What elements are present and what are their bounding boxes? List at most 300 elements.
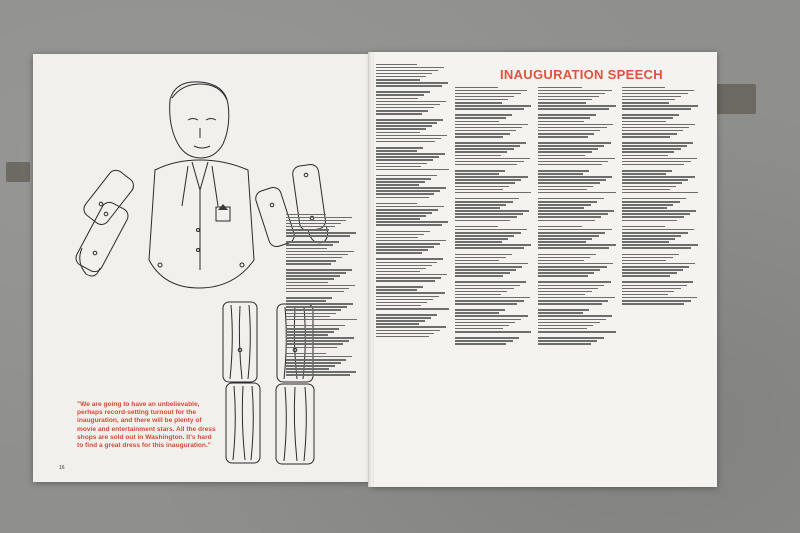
text-line: [286, 303, 353, 305]
text-line: [286, 288, 349, 290]
text-line: [455, 192, 531, 194]
page-number: 16: [59, 465, 65, 471]
text-line: [286, 350, 331, 352]
text-line: [455, 114, 512, 116]
text-line: [622, 90, 694, 92]
text-line: [376, 67, 444, 69]
text-line: [538, 167, 596, 169]
text-line: [286, 263, 331, 265]
text-line: [538, 170, 589, 172]
text-line: [286, 325, 345, 327]
text-line: [455, 173, 499, 175]
text-line: [376, 280, 435, 282]
text-line: [376, 277, 441, 279]
text-line: [286, 337, 354, 339]
text-line: [376, 113, 422, 115]
text-line: [455, 105, 531, 107]
text-line: [286, 235, 350, 237]
text-line: [376, 308, 449, 310]
text-line: [538, 303, 602, 305]
text-line: [455, 232, 521, 234]
text-line: [286, 322, 351, 324]
text-line: [286, 365, 335, 367]
text-line: [455, 260, 499, 262]
text-line: [622, 275, 670, 277]
text-line: [455, 257, 506, 259]
text-line: [622, 254, 679, 256]
text-line: [455, 226, 498, 228]
text-line: [455, 216, 517, 218]
text-line: [622, 108, 691, 110]
text-line: [538, 325, 593, 327]
text-line: [455, 213, 523, 215]
text-line: [376, 305, 421, 307]
text-line: [286, 368, 329, 370]
text-line: [538, 102, 586, 104]
text-line: [455, 278, 532, 280]
text-line: [622, 269, 683, 271]
text-line: [286, 272, 346, 274]
text-line: [376, 101, 446, 103]
text-line: [455, 291, 507, 293]
text-line: [538, 294, 585, 296]
text-line: [538, 204, 591, 206]
text-line: [455, 340, 513, 342]
text-line: [455, 247, 524, 249]
doll-head: [170, 82, 229, 158]
text-line: [538, 145, 604, 147]
text-line: [622, 136, 670, 138]
text-line: [538, 179, 606, 181]
text-line: [286, 294, 338, 296]
text-line: [455, 281, 526, 283]
text-line: [538, 210, 614, 212]
text-line: [538, 87, 582, 89]
text-line: [622, 235, 681, 237]
text-line: [455, 133, 510, 135]
text-line: [622, 186, 676, 188]
text-line: [376, 326, 446, 328]
text-line: [376, 252, 422, 254]
text-line: [376, 94, 424, 96]
text-line: [376, 110, 428, 112]
text-line: [376, 240, 446, 242]
text-line: [622, 247, 691, 249]
text-line: [455, 309, 505, 311]
text-line: [286, 217, 352, 219]
text-line: [538, 176, 612, 178]
text-line: [376, 163, 427, 165]
text-line: [622, 179, 688, 181]
text-line: [622, 158, 697, 160]
text-line: [622, 161, 691, 163]
text-line: [622, 195, 692, 197]
text-line: [376, 200, 423, 202]
text-line: [376, 187, 446, 189]
text-line: [538, 173, 583, 175]
text-line: [538, 226, 582, 228]
text-line: [376, 181, 425, 183]
text-line: [622, 182, 682, 184]
text-line: [376, 286, 423, 288]
text-line: [376, 227, 436, 229]
body-text-column: [622, 85, 700, 415]
text-line: [538, 148, 598, 150]
text-line: [286, 223, 341, 225]
text-line: [376, 175, 437, 177]
text-line: [538, 250, 603, 252]
text-line: [376, 98, 418, 100]
text-line: [455, 229, 527, 231]
text-line: [455, 294, 501, 296]
text-line: [622, 220, 677, 222]
text-line: [455, 161, 524, 163]
text-line: [538, 278, 617, 280]
text-line: [538, 281, 611, 283]
text-line: [538, 247, 609, 249]
text-line: [622, 250, 685, 252]
text-line: [376, 333, 434, 335]
text-line: [622, 300, 691, 302]
text-line: [376, 166, 421, 168]
text-line: [376, 231, 430, 233]
text-line: [455, 288, 514, 290]
text-line: [455, 325, 509, 327]
text-line: [538, 151, 592, 153]
text-line: [538, 266, 607, 268]
text-line: [376, 299, 433, 301]
text-line: [376, 193, 434, 195]
text-line: [538, 96, 599, 98]
text-line: [376, 91, 430, 93]
text-line: [455, 176, 528, 178]
text-line: [455, 130, 516, 132]
text-line: [622, 111, 685, 113]
text-line: [376, 271, 420, 273]
text-line: [286, 229, 329, 231]
text-line: [455, 254, 512, 256]
text-line: [538, 340, 597, 342]
text-line: [455, 343, 506, 345]
text-line: [538, 127, 607, 129]
text-line: [622, 192, 698, 194]
text-line: [622, 201, 680, 203]
text-line: [455, 322, 515, 324]
text-line: [622, 164, 684, 166]
text-line: [286, 359, 346, 361]
text-line: [455, 87, 498, 89]
text-line: [538, 331, 616, 333]
text-line: [538, 164, 602, 166]
text-line: [622, 260, 666, 262]
text-line: [455, 195, 525, 197]
text-line: [455, 108, 524, 110]
text-line: [286, 347, 337, 349]
text-line: [622, 241, 669, 243]
text-line: [286, 374, 350, 376]
text-line: [538, 257, 590, 259]
text-line: [622, 223, 671, 225]
text-line: [538, 235, 599, 237]
text-line: [376, 268, 426, 270]
text-line: [455, 244, 531, 246]
text-line: [455, 223, 504, 225]
text-line: [622, 121, 666, 123]
text-line: [286, 319, 357, 321]
text-line: [538, 142, 611, 144]
text-line: [376, 258, 443, 260]
text-line: [455, 263, 528, 265]
text-line: [286, 362, 341, 364]
text-line: [376, 246, 434, 248]
text-line: [622, 93, 688, 95]
text-line: [286, 251, 354, 253]
text-line: [538, 195, 610, 197]
body-text-column: [286, 212, 358, 464]
text-line: [538, 105, 616, 107]
text-line: [622, 145, 687, 147]
text-line: [538, 269, 600, 271]
text-line: [538, 99, 592, 101]
text-line: [538, 114, 596, 116]
text-line: [286, 356, 352, 358]
text-line: [455, 250, 518, 252]
text-line: [538, 241, 586, 243]
text-line: [622, 291, 674, 293]
text-line: [455, 164, 517, 166]
text-line: [286, 244, 333, 246]
text-line: [538, 124, 613, 126]
text-line: [622, 257, 673, 259]
text-line: [376, 296, 439, 298]
text-line: [455, 303, 517, 305]
text-line: [538, 90, 612, 92]
text-line: [455, 319, 521, 321]
text-line: [622, 96, 681, 98]
text-line: [376, 122, 437, 124]
text-line: [538, 223, 588, 225]
text-line: [622, 124, 695, 126]
text-line: [538, 272, 594, 274]
text-line: [376, 141, 435, 143]
text-line: [538, 121, 584, 123]
text-line: [455, 337, 519, 339]
text-line: [286, 309, 341, 311]
text-line: [376, 128, 426, 130]
text-line: [376, 132, 420, 134]
text-line: [538, 130, 600, 132]
text-line: [622, 266, 689, 268]
text-line: [286, 353, 326, 355]
text-line: [538, 309, 589, 311]
text-line: [538, 285, 604, 287]
text-line: [455, 312, 499, 314]
text-line: [376, 190, 440, 192]
text-line: [376, 125, 432, 127]
text-line: [455, 90, 527, 92]
text-line: [376, 150, 417, 152]
text-line: [455, 272, 510, 274]
doll-torso: [149, 160, 254, 288]
text-line: [622, 272, 677, 274]
text-line: [455, 182, 515, 184]
text-line: [376, 64, 417, 66]
text-line: [538, 213, 608, 215]
text-line: [538, 216, 601, 218]
text-line: [538, 229, 612, 231]
text-line: [622, 278, 699, 280]
text-line: [538, 158, 615, 160]
text-line: [286, 316, 330, 318]
text-line: [286, 285, 355, 287]
text-line: [286, 334, 328, 336]
text-line: [455, 235, 514, 237]
text-line: [286, 260, 336, 262]
text-line: [622, 133, 677, 135]
text-line: [455, 124, 528, 126]
text-line: [286, 214, 326, 216]
text-line: [538, 288, 598, 290]
text-line: [538, 133, 594, 135]
text-line: [376, 218, 420, 220]
text-line: [376, 135, 447, 137]
text-line: [376, 212, 432, 214]
text-line: [538, 291, 592, 293]
text-line: [538, 343, 591, 345]
text-line: [376, 215, 426, 217]
text-line: [622, 263, 695, 265]
text-line: [538, 297, 615, 299]
text-line: [455, 142, 526, 144]
text-line: [622, 297, 697, 299]
text-line: [538, 207, 584, 209]
text-line: [455, 155, 501, 157]
body-text-column: [455, 85, 533, 474]
doll-left-lower-arm: [73, 200, 131, 275]
text-line: [286, 300, 326, 302]
text-line: [538, 192, 616, 194]
text-line: [455, 328, 503, 330]
text-line: [622, 176, 695, 178]
text-line: [622, 189, 670, 191]
text-line: [538, 189, 587, 191]
text-line: [538, 334, 610, 336]
text-line: [376, 82, 448, 84]
text-line: [376, 314, 437, 316]
text-line: [455, 102, 502, 104]
text-line: [376, 76, 426, 78]
text-line: [622, 151, 674, 153]
text-line: [286, 278, 334, 280]
text-line: [286, 275, 340, 277]
text-line: [622, 207, 667, 209]
text-line: [376, 262, 437, 264]
text-line: [376, 172, 443, 174]
text-line: [455, 148, 514, 150]
text-line: [538, 186, 593, 188]
text-line: [538, 322, 600, 324]
text-line: [538, 260, 584, 262]
text-line: [622, 87, 665, 89]
text-line: [376, 234, 424, 236]
text-line: [455, 306, 511, 308]
text-line: [538, 306, 596, 308]
text-line: [622, 155, 668, 157]
text-line: [455, 207, 500, 209]
text-line: [622, 204, 673, 206]
text-line: [622, 139, 699, 141]
text-line: [376, 178, 431, 180]
text-line: [376, 119, 443, 121]
text-line: [455, 139, 532, 141]
text-line: [455, 111, 518, 113]
text-line: [376, 88, 436, 90]
text-line: [286, 238, 344, 240]
text-line: [376, 320, 425, 322]
text-line: [376, 323, 419, 325]
text-line: [622, 99, 675, 101]
text-line: [455, 99, 508, 101]
text-line: [455, 170, 505, 172]
text-line: [455, 300, 524, 302]
text-line: [455, 275, 503, 277]
text-line: [538, 238, 592, 240]
doll-leg-top-left: [223, 302, 257, 382]
text-line: [622, 303, 684, 305]
text-line: [286, 220, 346, 222]
text-line: [538, 319, 606, 321]
text-line: [286, 282, 328, 284]
text-line: [376, 85, 442, 87]
text-line: [622, 142, 693, 144]
text-line: [622, 229, 694, 231]
text-line: [622, 167, 678, 169]
text-line: [455, 210, 529, 212]
text-line: [538, 220, 595, 222]
text-line: [622, 244, 698, 246]
text-line: [455, 179, 521, 181]
text-line: [376, 107, 434, 109]
text-line: [622, 288, 681, 290]
text-line: [538, 117, 590, 119]
text-line: [455, 198, 519, 200]
text-line: [538, 201, 597, 203]
text-line: [622, 130, 683, 132]
text-line: [376, 302, 427, 304]
text-line: [376, 79, 420, 81]
text-line: [286, 340, 349, 342]
text-line: [622, 173, 666, 175]
text-line: [376, 274, 447, 276]
doll-leg-bottom-left: [226, 383, 260, 463]
text-line: [538, 108, 609, 110]
text-line: [538, 328, 587, 330]
text-line: [376, 147, 423, 149]
text-line: [455, 220, 510, 222]
text-line: [455, 269, 516, 271]
text-line: [538, 232, 605, 234]
text-line: [455, 167, 511, 169]
text-line: [538, 161, 608, 163]
text-line: [376, 336, 429, 338]
text-line: [376, 243, 440, 245]
text-line: [538, 275, 588, 277]
text-line: [376, 184, 419, 186]
text-line: [455, 145, 520, 147]
text-line: [538, 155, 585, 157]
text-line: [622, 213, 690, 215]
text-line: [376, 203, 417, 205]
